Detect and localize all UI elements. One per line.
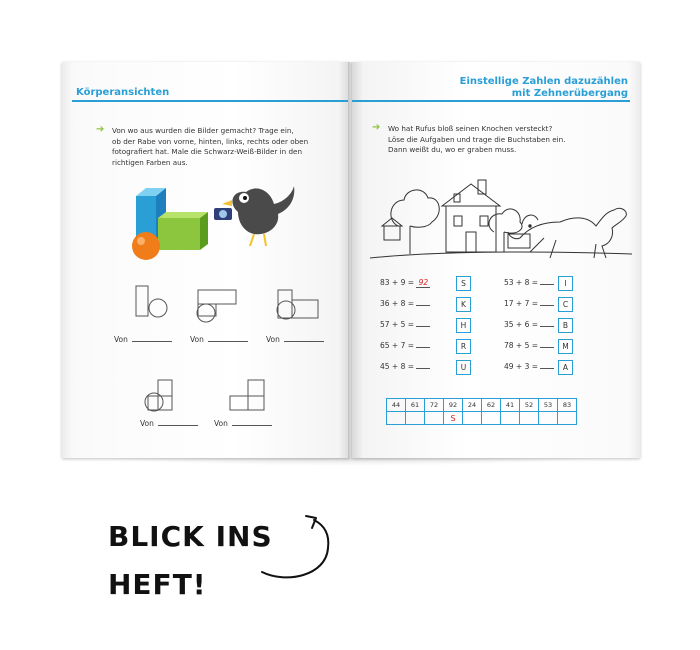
- letter-box: H: [456, 318, 471, 333]
- grid-answer-cell[interactable]: S: [444, 412, 463, 425]
- equation-expression: 78 + 5 =: [504, 341, 539, 350]
- task-line: Löse die Aufgaben und trage die Buchstaben ein.: [388, 134, 566, 144]
- equation-expression: 17 + 7 =: [504, 299, 539, 308]
- equation-answer-blank[interactable]: [416, 305, 430, 306]
- letter-box: R: [456, 339, 471, 354]
- von-blank-3[interactable]: Von: [266, 335, 324, 344]
- equation-row: [504, 341, 554, 350]
- task-line: fotografiert hat. Male die Schwarz-Weiß-Bilder in den: [112, 147, 303, 156]
- cta-line-2: HEFT!: [108, 568, 207, 601]
- grid-number-cell: 44: [387, 399, 406, 412]
- letter-box: B: [558, 318, 573, 333]
- equation-row: [504, 320, 554, 329]
- equation-expression: 45 + 8 =: [380, 362, 415, 371]
- von-blank-5[interactable]: Von: [214, 419, 272, 428]
- left-task-text: [112, 126, 342, 168]
- grid-answer-cell[interactable]: [482, 412, 501, 425]
- green-cuboid: [158, 212, 208, 250]
- equation-answer-blank[interactable]: [540, 368, 554, 369]
- right-page: [352, 62, 640, 458]
- equation-row: [504, 362, 554, 371]
- left-page-header: Körperansichten: [76, 87, 170, 98]
- right-task-text: [388, 124, 628, 156]
- grid-answer-cell[interactable]: [387, 412, 406, 425]
- answer-grid: [386, 398, 577, 425]
- left-page: [62, 62, 350, 458]
- equation-expression: 35 + 6 =: [504, 320, 539, 329]
- cta-line-1: BLICK INS: [108, 520, 273, 553]
- von-blank-2[interactable]: Von: [190, 335, 248, 344]
- task-arrow-icon: ➔: [372, 122, 381, 133]
- tree-right: [489, 209, 522, 252]
- equation-answer-blank[interactable]: [416, 326, 430, 327]
- equation-answer-blank[interactable]: [540, 284, 554, 285]
- grid-number-cell: 61: [406, 399, 425, 412]
- equation-answer-blank[interactable]: [540, 305, 554, 306]
- view-drawings-row-2: [138, 378, 278, 418]
- grid-number-cell: 53: [539, 399, 558, 412]
- right-header-line-2: mit Zehnerübergang: [511, 88, 628, 99]
- equation-expression: 49 + 3 =: [504, 362, 539, 371]
- grid-number-cell: 92: [444, 399, 463, 412]
- grid-number-cell: 52: [520, 399, 539, 412]
- equation-row: [380, 320, 430, 329]
- grid-answer-cell[interactable]: [425, 412, 444, 425]
- equation-expression: 53 + 8 =: [504, 278, 539, 287]
- letter-box: U: [456, 360, 471, 375]
- task-arrow-icon: ➔: [96, 124, 105, 135]
- answer-grid-letters-row: [387, 412, 577, 425]
- letter-box: M: [558, 339, 573, 354]
- equation-expression: 57 + 5 =: [380, 320, 415, 329]
- equation-row: [504, 278, 554, 287]
- grid-answer-cell[interactable]: [501, 412, 520, 425]
- task-line: ob der Rabe von vorne, hinten, links, rechts oder oben: [112, 136, 309, 146]
- answer-grid-numbers-row: [387, 399, 577, 412]
- equation-expression: 65 + 7 =: [380, 341, 415, 350]
- house-and-dog-illustration: [370, 166, 632, 266]
- grid-number-cell: 41: [501, 399, 520, 412]
- right-header-rule: [352, 100, 630, 102]
- letter-box: A: [558, 360, 573, 375]
- equation-row: [504, 299, 554, 308]
- equation-row: [380, 299, 430, 308]
- grid-answer-cell[interactable]: [463, 412, 482, 425]
- grid-answer-cell[interactable]: [406, 412, 425, 425]
- raven-with-camera: [214, 186, 294, 246]
- equation-answer-blank[interactable]: 92: [416, 278, 430, 288]
- grid-number-cell: 83: [558, 399, 577, 412]
- grid-number-cell: 62: [482, 399, 501, 412]
- orange-sphere: [132, 232, 160, 260]
- equation-answer-blank[interactable]: [416, 368, 430, 369]
- grid-answer-cell[interactable]: [520, 412, 539, 425]
- dog: [508, 208, 626, 258]
- curved-arrow-icon: [256, 512, 336, 584]
- grid-number-cell: 24: [463, 399, 482, 412]
- equation-row: [380, 278, 430, 288]
- equation-answer-blank[interactable]: [416, 347, 430, 348]
- von-blank-1[interactable]: Von: [114, 335, 172, 344]
- task-line: richtigen Farben aus.: [112, 157, 188, 167]
- equation-row: [380, 341, 430, 350]
- right-page-header: [460, 76, 628, 100]
- blocks-and-raven-illustration: [128, 174, 298, 266]
- letter-box: K: [456, 297, 471, 312]
- task-line: Von wo aus wurden die Bilder gemacht? Trage ein,: [112, 126, 294, 135]
- equation-row: [380, 362, 430, 371]
- open-workbook: [62, 62, 640, 460]
- von-blank-4[interactable]: Von: [140, 419, 198, 428]
- view-drawings-row-1: [128, 284, 328, 324]
- grid-number-cell: 72: [425, 399, 444, 412]
- letter-box: I: [558, 276, 573, 291]
- equation-answer-blank[interactable]: [540, 347, 554, 348]
- letter-box: S: [456, 276, 471, 291]
- grid-answer-cell[interactable]: [558, 412, 577, 425]
- grid-answer-cell[interactable]: [539, 412, 558, 425]
- equation-expression: 83 + 9 =: [380, 278, 415, 287]
- letter-box: C: [558, 297, 573, 312]
- task-line: Wo hat Rufus bloß seinen Knochen versteckt?: [388, 124, 553, 133]
- task-line: Dann weißt du, wo er graben muss.: [388, 145, 517, 154]
- house: [442, 180, 500, 252]
- right-header-line-1: Einstellige Zahlen dazuzählen: [459, 76, 628, 87]
- equation-answer-blank[interactable]: [540, 326, 554, 327]
- tree-left: [391, 190, 439, 254]
- equation-expression: 36 + 8 =: [380, 299, 415, 308]
- left-header-rule: [72, 100, 350, 102]
